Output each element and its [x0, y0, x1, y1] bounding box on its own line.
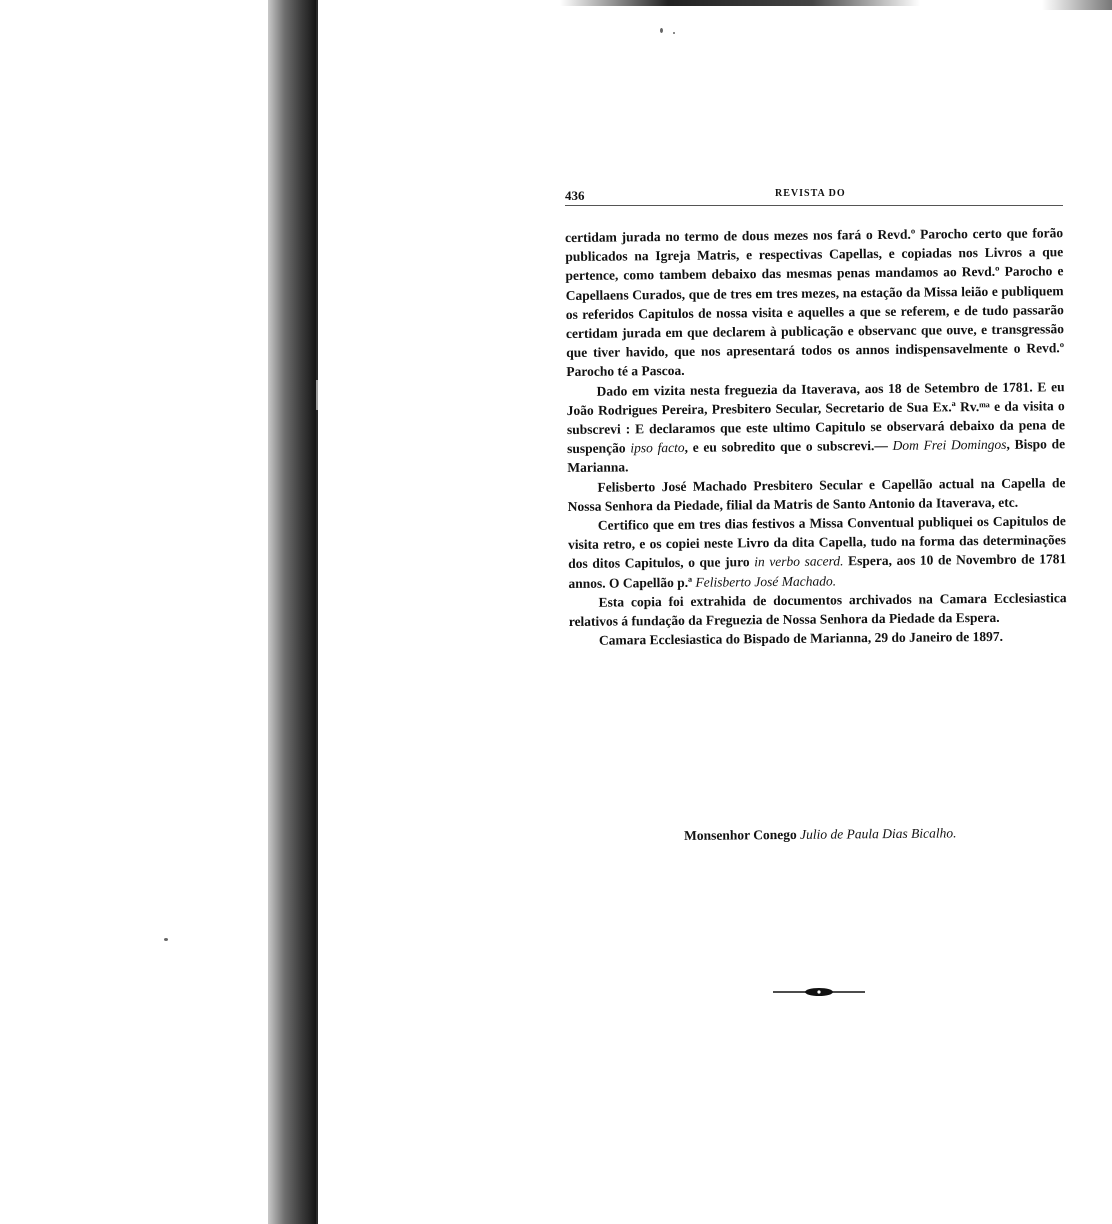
signature	[684, 824, 1064, 844]
scan-speck	[673, 32, 675, 34]
page-number: 436	[565, 188, 585, 203]
scan-gutter-shadow	[268, 0, 316, 1224]
paragraph-2-text-a: Dado em vizita nesta freguezia da Itaverava, aos 18 de Setembro de 1781. E eu João Rodrigues Pereira, Presbitero Secular, Secretario de Sua Ex.ª Rv.ᵐᵃ e da visita o subscrevi : E declaramos que este ultimo Capitulo se observará debaixo da pena de suspenção	[566, 378, 1065, 457]
paragraph-2	[566, 377, 1065, 478]
paragraph-2-italic-b: Dom Frei Domingos	[892, 437, 1007, 454]
paragraph-5: Esta copia foi extrahida de documentos archivados na Camara Ecclesiastica relativos á fundação da Freguezia de Nossa Senhora da Piedade da Espera.	[568, 590, 1067, 630]
scan-speck	[164, 938, 168, 941]
signature-name: Julio de Paula Dias Bicalho.	[800, 825, 957, 842]
paragraph-4-text-a: Certifico que em tres dias festivos a Missa Conventual publiquei os Capitulos de visita retro, e os copiei neste Livro da dita Capella, tudo na forma das determinações dos ditos Capitulos, o que juro	[567, 513, 1067, 572]
scan-top-smudge	[560, 0, 920, 6]
scan-corner-smudge	[1042, 0, 1112, 10]
signature-title: Monsenhor Conego	[684, 826, 797, 843]
scan-speck	[316, 380, 318, 410]
paragraph-4-italic-a: in verbo sacerd.	[754, 553, 844, 570]
scan-gutter-edge	[316, 0, 318, 1224]
paragraph-4-text-b: Espera, aos 10 de Novembro de 1781 annos. O Capellão p.ª	[568, 551, 1067, 591]
ornament-divider	[773, 982, 865, 1002]
paragraph-2-text-c: , Bispo de Marianna.	[567, 436, 1066, 476]
paragraph-3: Felisberto José Machado Presbitero Secular e Capellão actual na Capella de Nossa Senhora da Piedade, filial da Matris de Santo Antonio da Itaverava, etc.	[567, 474, 1066, 514]
paragraph-2-text-b: , e eu sobredito que o subscrevi.—	[684, 438, 888, 456]
paragraph-4-italic-b: Felisberto José Machado.	[695, 573, 837, 590]
paragraph-4	[568, 511, 1067, 593]
article-body	[565, 223, 1067, 650]
paragraph-2-italic-a: ipso facto	[630, 440, 685, 456]
scan-speck	[660, 28, 663, 33]
running-head: REVISTA DO	[775, 188, 846, 199]
header-rule	[565, 205, 1063, 206]
paragraph-6: Camara Ecclesiastica do Bispado de Marianna, 29 do Janeiro de 1897.	[598, 629, 1004, 648]
paragraph-1: certidam jurada no termo de dous mezes nos fará o Revd.º Parocho certo que forão publicados na Igreja Matris, e respectivas Capellas, e copiadas nos Livros a que pertence, como tambem debaixo das mesmas penas mandamos ao Revd.º Parocho e Capellaens Curados, que de tres em tres mezes, na estação da Missa leião e publiquem os referidos Capitulos de nossa visita e aquelles a que se referem, e de tudo passarão certidam jurada em que declarem à publicação e observanc que ouve, e transgressão que tiver havido, que nos apresentará todos os annos indispensavelmente o Revd.º Parocho té a Pascoa.	[565, 225, 1065, 380]
